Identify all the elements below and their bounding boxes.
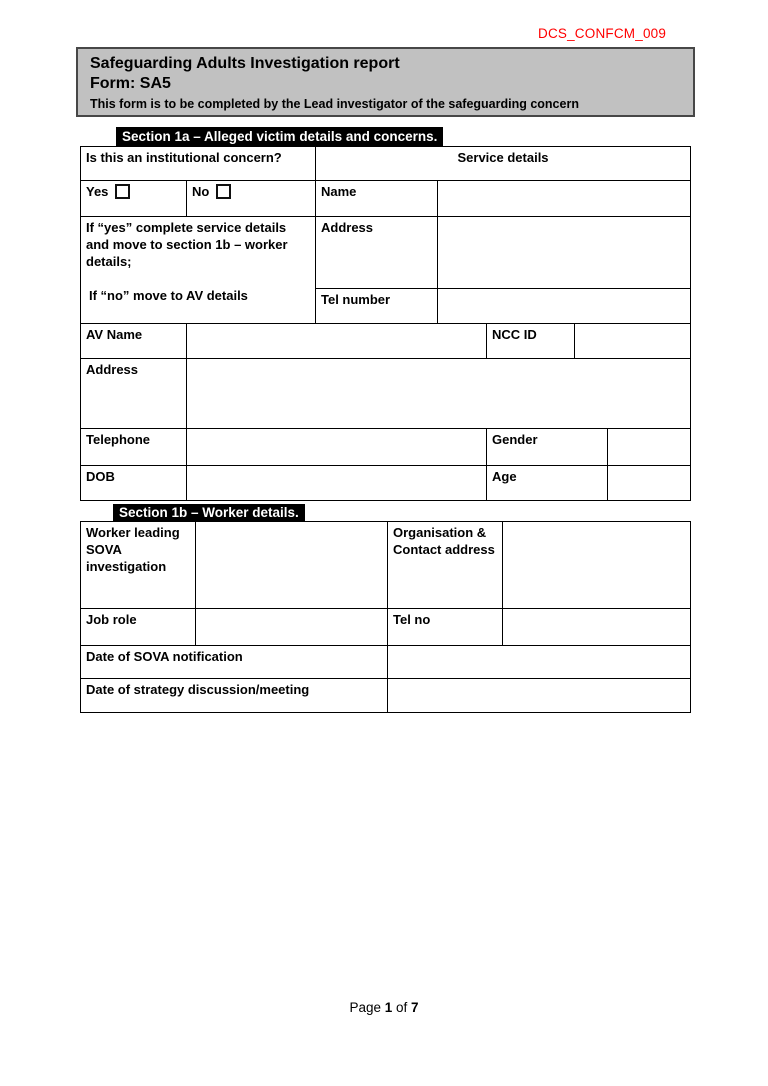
av-name-label: AV Name: [81, 324, 187, 359]
tel-number-value-cell[interactable]: [438, 289, 691, 324]
page-number: 1: [384, 1000, 393, 1015]
yes-checkbox[interactable]: [115, 184, 130, 199]
table-row: [81, 609, 691, 646]
section-1a-heading: Section 1a – Alleged victim details and concerns.: [116, 127, 443, 146]
date-strategy-value-cell[interactable]: [388, 679, 691, 713]
table-row: [81, 679, 691, 713]
table-row: [81, 324, 691, 359]
total-pages: 7: [411, 1000, 419, 1015]
table-row: [81, 181, 691, 217]
av-address-value-cell[interactable]: [187, 359, 691, 429]
table-row: [81, 646, 691, 679]
form-number: Form: SA5: [90, 75, 171, 92]
organisation-label: Organisation & Contact address: [388, 522, 503, 609]
table-row: [81, 466, 691, 501]
if-yes-instruction: If “yes” complete service details and move to section 1b – worker details;: [86, 220, 288, 269]
table-row: [81, 217, 691, 289]
service-name-value-cell[interactable]: [438, 181, 691, 217]
section-1b-table: [80, 521, 691, 713]
date-strategy-label: Date of strategy discussion/meeting: [81, 679, 388, 713]
ncc-id-value-cell[interactable]: [575, 324, 691, 359]
table-row: [81, 522, 691, 609]
section-1a-table: [80, 146, 691, 501]
worker-leading-value-cell[interactable]: [196, 522, 388, 609]
date-sova-notification-label: Date of SOVA notification: [81, 646, 388, 679]
no-label: No: [192, 184, 210, 199]
date-sova-notification-value-cell[interactable]: [388, 646, 691, 679]
organisation-value-cell[interactable]: [503, 522, 691, 609]
table-row: [81, 429, 691, 466]
yes-option-cell: [81, 181, 187, 217]
av-name-value-cell[interactable]: [187, 324, 487, 359]
page-number-footer: [0, 1000, 768, 1015]
job-role-label: Job role: [81, 609, 196, 646]
av-address-label: Address: [81, 359, 187, 429]
tel-number-label: Tel number: [316, 289, 438, 324]
telephone-value-cell[interactable]: [187, 429, 487, 466]
section-1b-heading: Section 1b – Worker details.: [113, 504, 305, 522]
service-name-label: Name: [316, 181, 438, 217]
job-role-value-cell[interactable]: [196, 609, 388, 646]
of-word: of: [396, 1000, 408, 1015]
if-no-instruction: If “no” move to AV details: [89, 288, 248, 303]
telephone-label: Telephone: [81, 429, 187, 466]
gender-label: Gender: [487, 429, 608, 466]
table-row: [81, 147, 691, 181]
dob-value-cell[interactable]: [187, 466, 487, 501]
institutional-concern-question: Is this an institutional concern?: [81, 147, 316, 181]
age-value-cell[interactable]: [608, 466, 691, 501]
table-row: [81, 359, 691, 429]
service-address-label: Address: [316, 217, 438, 289]
worker-leading-label: Worker leading SOVA investigation: [81, 522, 196, 609]
form-header-box: [76, 47, 695, 117]
yes-label: Yes: [86, 184, 109, 199]
gender-value-cell[interactable]: [608, 429, 691, 466]
page-word: Page: [349, 1000, 381, 1015]
branch-instructions-cell: [81, 217, 316, 324]
no-checkbox[interactable]: [216, 184, 231, 199]
document-reference-code: DCS_CONFCM_009: [538, 26, 667, 41]
no-option-cell: [187, 181, 316, 217]
tel-no-value-cell[interactable]: [503, 609, 691, 646]
tel-no-label: Tel no: [388, 609, 503, 646]
service-address-value-cell[interactable]: [438, 217, 691, 289]
service-details-header: Service details: [316, 147, 691, 181]
form-instruction: This form is to be completed by the Lead investigator of the safeguarding concern: [90, 97, 579, 111]
age-label: Age: [487, 466, 608, 501]
dob-label: DOB: [81, 466, 187, 501]
form-title: Safeguarding Adults Investigation report: [90, 55, 400, 72]
ncc-id-label: NCC ID: [487, 324, 575, 359]
